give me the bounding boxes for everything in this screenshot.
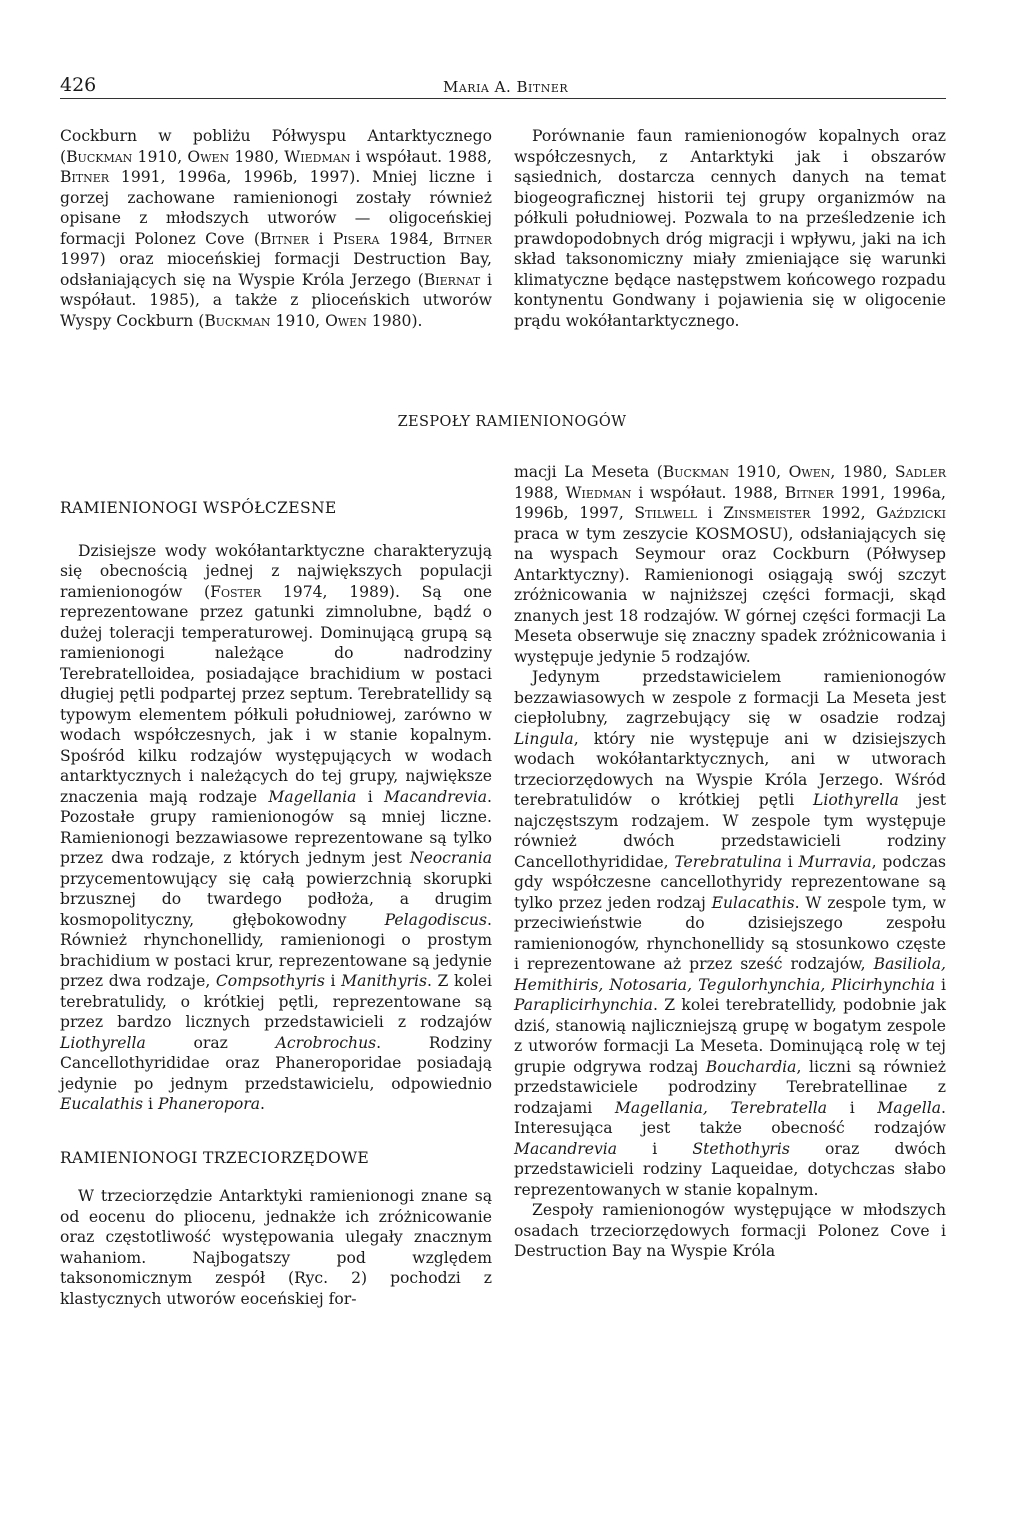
body-paragraph: Cockburn w pobliżu Półwyspu Antarktycznego (Buckman 1910, Owen 1980, Wiedman i współaut. 1988, Bitner 1991, 1996a, 1996b, 1997). Mniej liczne i gorzej zachowane ramienionogi zostały również opisane z młodszych utworów — oligoceńskiej formacji Polonez Cove (Bitner i Pisera 1984, Bitner 1997) oraz mioceńskiej formacji Destruction Bay, odsłaniających się na Wyspie Króla Jerzego (Biernat i współaut. 1985), a także z plioceńskich utworów Wyspy Cockburn (Buckman 1910, Owen 1980).	[60, 127, 492, 330]
page-number: 426	[60, 74, 97, 96]
body-paragraph: Jedynym przedstawicielem ramienionogów bezzawiasowych w zespole z formacji La Meseta jest ciepłolubny, zagrzebujący się w osadzie rodzaj Lingula, który nie występuje ani w dzisiejszych wodach wokółantarktycznych, ani w utworach trzeciorzędowych na Wyspie Króla Jerzego. Wśród terebratulidów o krótkiej pętli Liothyrella jest najczęstszym rodzajem. W zespole tym występuje również dwóch przedstawicieli rodziny Cancellothyrididae, Terebratulina i Murravia, podczas gdy współczesne cancellothyridy reprezentowane są tylko przez jeden rodzaj Eulacathis. W zespole tym, w przeciwieństwie do dzisiejszego zespołu ramienionogów, rhynchonellidy są stosunkowo częste i reprezentowane aż przez sześć rodzajów, Basiliola, Hemithiris, Notosaria, Tegulorhynchia, Plicirhynchia i Paraplicirhynchia. Z kolei terebratellidy, podobnie jak dziś, stanowią najliczniejszą grupę w bogatym zespole z utworów formacji La Meseta. Dominującą rolę w tej grupie odgrywa rodzaj Bouchardia, liczni są również przedstawiciele podrodziny Terebratellinae z rodzajami Magellania, Terebratella i Magella. Interesująca jest także obecność rodzajów Macandrevia i Stethothyris oraz dwóch przedstawicieli rodziny Laqueidae, dotychczas słabo reprezentowanych w stanie kopalnym.	[514, 668, 947, 1199]
left-column	[60, 462, 492, 1309]
page-header	[60, 74, 946, 99]
body-paragraph: Dzisiejsze wody wokółantarktyczne charakteryzują się obecnością jednej z największych populacji ramienionogów (Foster 1974, 1989). Są one reprezentowane przez gatunki zimnolubne, bądź o dużej toleracji temperaturowej. Dominującą grupą są ramienionogi należące do nadrodziny Terebratelloidea, posiadające brachidium w postaci długiej pętli podpartej przez septum. Terebratellidy są typowym elementem półkuli południowej, zarówno w wodach współczesnych, jak i w stanie kopalnym. Spośród kilku rodzajów występujących w wodach antarktycznych i należących do tej grupy, największe znaczenia mają rodzaje Magellania i Macandrevia. Pozostałe grupy ramienionogów są mniej liczne. Ramienionogi bezzawiasowe reprezentowane są tylko przez dwa rodzaje, z których jednym jest Neocrania przycementowujący się całą powierzchnią skorupki brzusznej do twardego podłoża, a drugim kosmopolityczny, głębokowodny Pelagodiscus. Również rhynchonellidy, ramienionogi o prostym brachidium w postaci krur, reprezentowane są jedynie przez dwa rodzaje, Compsothyris i Manithyris. Z kolei terebratulidy, o krótkiej pętli, reprezentowane są przez bardzo licznych przedstawicieli z rodzajów Liothyrella oraz Acrobrochus. Rodziny Cancellothyrididae oraz Phaneroporidae posiadają jedynie po jednym przedstawicielu, odpowiednio Eucalathis i Phaneropora.	[60, 541, 493, 1113]
right-column	[514, 462, 946, 1262]
running-head: Maria A. Bitner	[443, 78, 569, 96]
intro-left-column	[60, 126, 492, 331]
intro-right-column	[514, 126, 946, 331]
body-paragraph: Porównanie faun ramienionogów kopalnych oraz współczesnych, z Antarktyki jak i obszarów sąsiednich, dostarcza cennych danych na temat biogeograficznej historii tej grupy organizmów na półkuli południowej. Pozwala to na prześledzenie ich prawdopodobnych dróg migracji i wpływu, jaki na ich skład taksonomiczny miały zmieniające się warunki klimatyczne będące następstwem końcowego rozpadu kontynentu Gondwany i pojawienia się w oligocenie prądu wokółantarktycznego.	[514, 127, 946, 330]
section-title: ZESPOŁY RAMIENIONOGÓW	[397, 414, 627, 430]
subheading-recent: RAMIENIONOGI WSPÓŁCZESNE	[60, 499, 337, 517]
body-paragraph: macji La Meseta (Buckman 1910, Owen, 1980, Sadler 1988, Wiedman i współaut. 1988, Bitner 1991, 1996a, 1996b, 1997, Stilwell i Zinsmeister 1992, Gaździcki praca w tym zeszycie KOSMOSU), odsłaniających się na wyspach Seymour oraz Cockburn (Półwysep Antarktyczny). Ramienionogi osiągają swój szczyt zróżnicowania w najniższej części formacji, skąd znanych jest 18 rodzajów. W górnej części formacji La Meseta obserwuje się znaczny spadek zróżnicowania i występuje jedynie 5 rodzajów.	[514, 463, 947, 666]
body-paragraph: W trzeciorzędzie Antarktyki ramienionogi znane są od eocenu do pliocenu, jednakże ich zróżnicowanie oraz częstotliwość występowania ulegały znacznym wahaniom. Najbogatszy pod względem taksonomicznym zespół (Ryc. 2) pochodzi z klastycznych utworów eoceńskiej for-	[60, 1187, 492, 1308]
subheading-tertiary: RAMIENIONOGI TRZECIORZĘDOWE	[60, 1148, 370, 1167]
body-paragraph: Zespoły ramienionogów występujące w młodszych osadach trzeciorzędowych formacji Polonez Cove i Destruction Bay na Wyspie Króla	[514, 1201, 946, 1260]
